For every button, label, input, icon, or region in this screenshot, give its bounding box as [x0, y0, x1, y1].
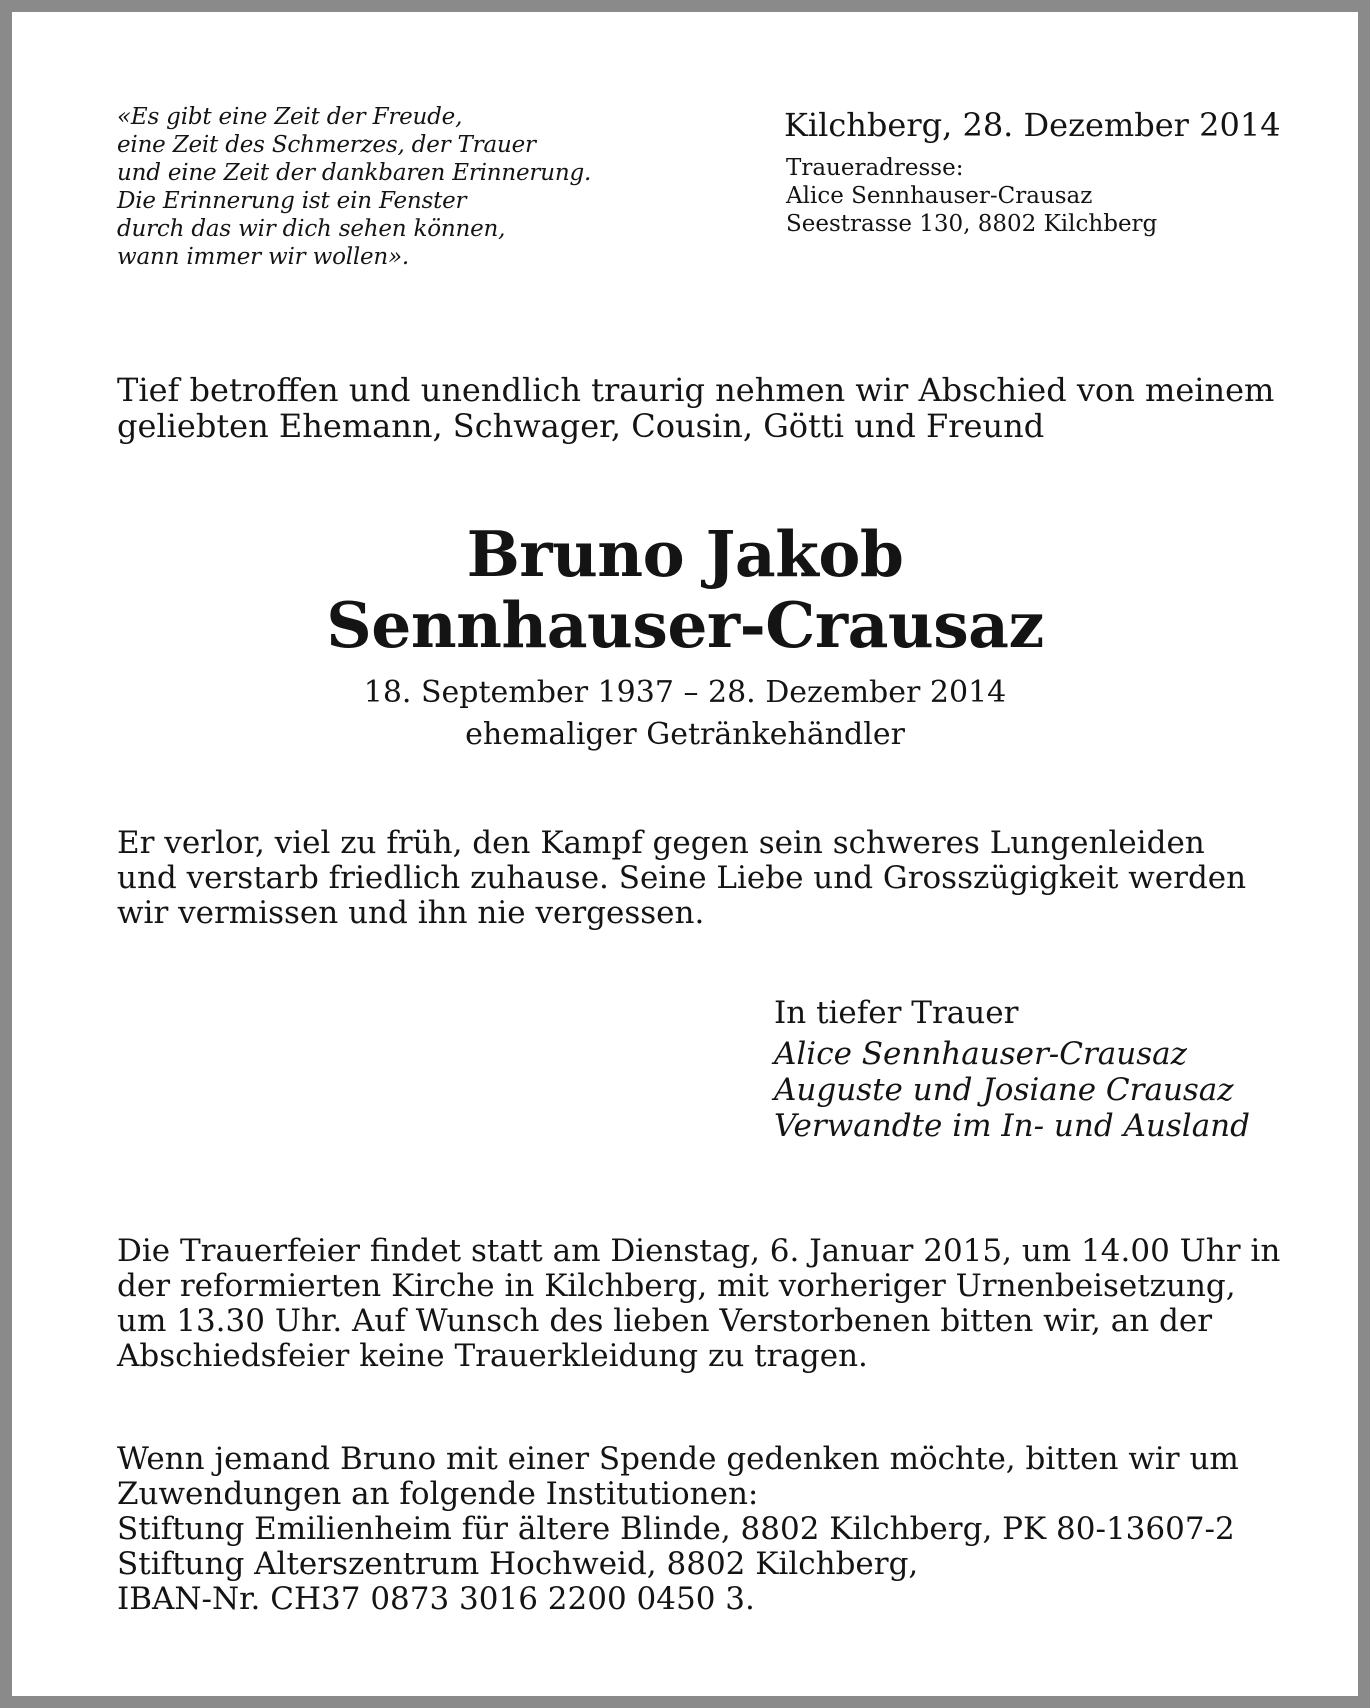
address-label: Traueradresse:: [786, 155, 964, 181]
deceased-name-line2: Sennhauser-Crausaz: [326, 588, 1044, 662]
obituary-page: [12, 12, 1358, 1696]
ceremony-line: um 13.30 Uhr. Auf Wunsch des lieben Verstorbenen bitten wir, an der: [117, 1303, 1213, 1339]
quote-line: «Es gibt eine Zeit der Freude,: [117, 104, 463, 130]
signoff: In tiefer Trauer: [774, 995, 1019, 1031]
message-line: wir vermissen und ihn nie vergessen.: [117, 895, 705, 931]
life-dates: 18. September 1937 – 28. Dezember 2014: [363, 675, 1007, 710]
address-name: Alice Sennhauser-Crausaz: [786, 183, 1093, 209]
life-info: [12, 672, 1358, 756]
intro-line: Tief betroffen und unendlich traurig nehmen wir Abschied von meinem: [117, 371, 1275, 409]
intro-line: geliebten Ehemann, Schwager, Cousin, Götti und Freund: [117, 407, 1045, 445]
mourning-address: [786, 154, 1286, 238]
message-line: Er verlor, viel zu früh, den Kampf gegen sein schweres Lungenleiden: [117, 825, 1205, 861]
mourner-name: Auguste und Josiane Crausaz: [774, 1072, 1234, 1108]
memorial-quote: [117, 103, 677, 271]
quote-line: und eine Zeit der dankbaren Erinnerung.: [117, 160, 592, 186]
message-text: [117, 826, 1267, 931]
address-street: Seestrasse 130, 8802 Kilchberg: [786, 211, 1158, 237]
ceremony-line: Abschiedsfeier keine Trauerkleidung zu tragen.: [117, 1338, 868, 1374]
occupation: ehemaliger Getränkehändler: [465, 717, 905, 752]
ceremony-line: der reformierten Kirche in Kilchberg, mit vorheriger Urnenbeisetzung,: [117, 1268, 1236, 1304]
deceased-name-line1: Bruno Jakob: [466, 517, 904, 591]
mourner-name: Verwandte im In- und Ausland: [774, 1108, 1250, 1144]
quote-line: Die Erinnerung ist ein Fenster: [117, 188, 467, 214]
donation-line: Stiftung Alterszentrum Hochweid, 8802 Kilchberg,: [117, 1546, 919, 1582]
deceased-name: [12, 519, 1358, 661]
place-date: Kilchberg, 28. Dezember 2014: [784, 106, 1281, 144]
donation-text: [117, 1442, 1267, 1617]
quote-line: durch das wir dich sehen können,: [117, 216, 506, 242]
quote-line: wann immer wir wollen».: [117, 244, 410, 270]
ceremony-text: [117, 1233, 1281, 1374]
mourners-list: [774, 1036, 1334, 1144]
donation-line: Wenn jemand Bruno mit einer Spende gedenken möchte, bitten wir um: [117, 1441, 1239, 1477]
message-line: und verstarb friedlich zuhause. Seine Liebe und Grosszügigkeit werden: [117, 860, 1247, 896]
quote-line: eine Zeit des Schmerzes, der Trauer: [117, 132, 536, 158]
mourner-name: Alice Sennhauser-Crausaz: [774, 1036, 1187, 1072]
intro-text: [117, 371, 1275, 445]
ceremony-line: Die Trauerfeier findet statt am Dienstag, 6. Januar 2015, um 14.00 Uhr in: [117, 1233, 1281, 1269]
donation-line: Stiftung Emilienheim für ältere Blinde, 8802 Kilchberg, PK 80-13607-2: [117, 1511, 1235, 1547]
donation-line: Zuwendungen an folgende Institutionen:: [117, 1476, 759, 1512]
donation-line: IBAN-Nr. CH37 0873 3016 2200 0450 3.: [117, 1581, 755, 1617]
